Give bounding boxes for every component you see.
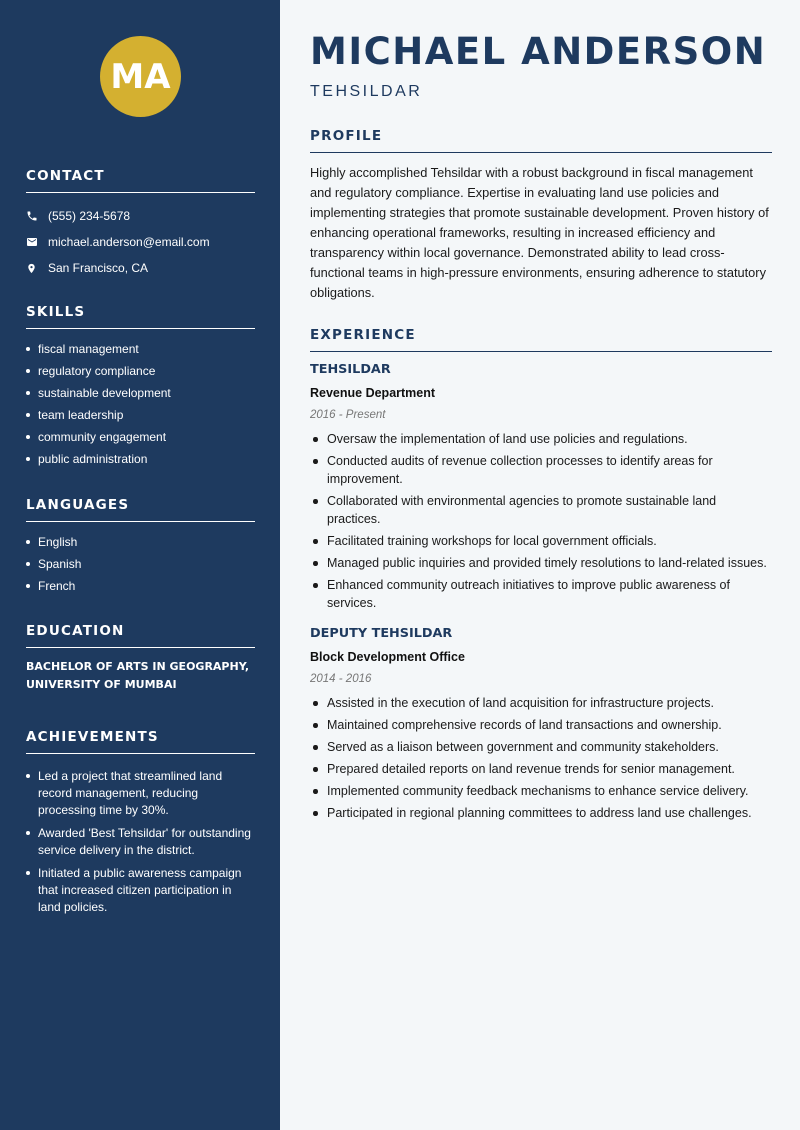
- job-title: TEHSILDAR: [310, 362, 391, 377]
- skill-item: public administration: [26, 451, 255, 467]
- job-bullets: [310, 694, 772, 822]
- education-heading: EDUCATION: [26, 623, 255, 648]
- phone-text: (555) 234-5678: [48, 209, 131, 223]
- contact-phone[interactable]: [26, 203, 255, 229]
- achievement-item: Awarded 'Best Tehsildar' for outstanding service delivery in the district.: [26, 825, 255, 859]
- skill-item: regulatory compliance: [26, 363, 255, 379]
- job-org: Revenue Department: [310, 386, 436, 400]
- job-bullet: Served as a liaison between government and community stakeholders.: [310, 738, 772, 756]
- contact-email[interactable]: [26, 229, 255, 255]
- job-bullet: Maintained comprehensive records of land transactions and ownership.: [310, 716, 772, 734]
- languages-section: [26, 497, 255, 600]
- skill-item: fiscal management: [26, 341, 255, 357]
- job-org: Block Development Office: [310, 650, 465, 664]
- profile-heading: PROFILE: [310, 128, 772, 153]
- job-bullet: Conducted audits of revenue collection processes to identify areas for improvement.: [310, 452, 772, 488]
- education-section: [26, 623, 255, 694]
- education-degree: BACHELOR OF ARTS IN GEOGRAPHY, UNIVERSITY OF MUMBAI: [26, 660, 250, 691]
- avatar: [100, 36, 181, 117]
- languages-heading: LANGUAGES: [26, 497, 255, 522]
- language-item: English: [26, 534, 255, 550]
- location-pin-icon: [26, 262, 48, 275]
- job-bullet: Assisted in the execution of land acquisition for infrastructure projects.: [310, 694, 772, 712]
- language-item: French: [26, 578, 255, 594]
- language-item: Spanish: [26, 556, 255, 572]
- contact-section: [26, 168, 255, 281]
- phone-icon: [26, 210, 48, 222]
- location-text: San Francisco, CA: [48, 261, 149, 275]
- job-entry: [310, 362, 772, 612]
- job-bullet: Managed public inquiries and provided timely resolutions to land-related issues.: [310, 554, 772, 572]
- profile-text: Highly accomplished Tehsildar with a robust background in fiscal management and regulatory compliance. Expertise in evaluating land use policies and implementing strategies that promote sustainable development. Proven history of enhancing operational frameworks, resulting in increased efficiency and transparency within local governance. Demonstrated ability to lead cross-functional teams in high-pressure environments, ensuring adherence to statutory obligations.: [310, 165, 769, 300]
- email-icon: [26, 236, 48, 248]
- achievement-item: Led a project that streamlined land record management, reducing processing time by 30%.: [26, 768, 255, 819]
- job-bullet: Oversaw the implementation of land use policies and regulations.: [310, 430, 772, 448]
- email-text: michael.anderson@email.com: [48, 235, 210, 249]
- skill-item: community engagement: [26, 429, 255, 445]
- skills-heading: SKILLS: [26, 304, 255, 329]
- sidebar: [0, 0, 280, 1130]
- job-bullets: [310, 430, 772, 612]
- achievements-list: [26, 768, 255, 916]
- skills-list: [26, 341, 255, 467]
- contact-heading: CONTACT: [26, 168, 255, 193]
- languages-list: [26, 534, 255, 594]
- job-bullet: Facilitated training workshops for local government officials.: [310, 532, 772, 550]
- experience-section: [310, 327, 772, 826]
- job-bullet: Collaborated with environmental agencies to promote sustainable land practices.: [310, 492, 772, 528]
- job-bullet: Enhanced community outreach initiatives to improve public awareness of services.: [310, 576, 772, 612]
- candidate-name: MICHAEL ANDERSON: [310, 30, 767, 73]
- job-bullet: Implemented community feedback mechanisms to enhance service delivery.: [310, 782, 772, 800]
- job-bullet: Participated in regional planning committees to address land use challenges.: [310, 804, 772, 822]
- job-bullet: Prepared detailed reports on land revenue trends for senior management.: [310, 760, 772, 778]
- profile-section: [310, 128, 772, 303]
- skill-item: sustainable development: [26, 385, 255, 401]
- job-date: 2014 - 2016: [310, 673, 372, 685]
- skill-item: team leadership: [26, 407, 255, 423]
- skills-section: [26, 304, 255, 473]
- job-entry: [310, 626, 772, 822]
- job-title: DEPUTY TEHSILDAR: [310, 626, 453, 641]
- achievement-item: Initiated a public awareness campaign that increased citizen participation in land policies.: [26, 865, 255, 916]
- avatar-initials: MA: [110, 56, 171, 97]
- achievements-section: [26, 729, 255, 922]
- contact-location: [26, 255, 255, 281]
- candidate-role: TEHSILDAR: [310, 83, 423, 100]
- job-date: 2016 - Present: [310, 409, 386, 421]
- achievements-heading: ACHIEVEMENTS: [26, 729, 255, 754]
- experience-heading: EXPERIENCE: [310, 327, 772, 352]
